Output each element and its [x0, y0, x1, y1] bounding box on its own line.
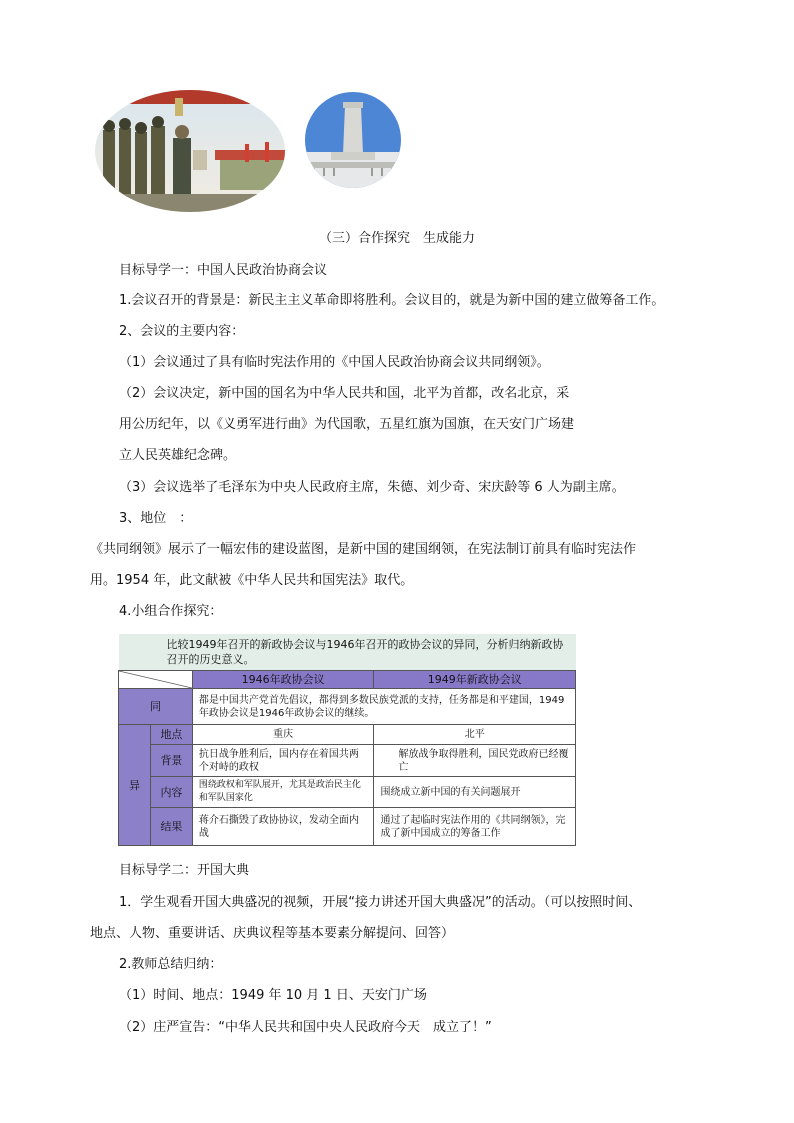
founding-ceremony-painting [95, 90, 285, 212]
table-cell-1949: 北平 [374, 725, 576, 745]
table-cell-1946: 围绕政权和军队展开，尤其是政治民主化和军队国家化 [192, 777, 374, 808]
table-row-label: 结果 [150, 808, 192, 846]
table-same-text: 都是中国共产党首先倡议，都得到多数民族党派的支持，任务都是和平建国，1949年政协会议是1946年政协会议的继续。 [192, 689, 575, 725]
paragraph-main-content: 2、会议的主要内容： [119, 324, 245, 339]
table-cell-1946: 蒋介石撕毁了政协协议，发动全面内战 [192, 808, 374, 846]
paragraph-content-2-line2: 用公历纪年，以《义勇军进行曲》为代国歌，五星红旗为国旗，在天安门广场建 [119, 417, 575, 432]
table-intro: 比较1949年召开的新政协会议与1946年召开的政协会议的异同，分析归纳新政协召开的历史意义。 [119, 634, 576, 671]
comparison-table [118, 634, 576, 846]
table-same-label: 同 [119, 689, 193, 725]
paragraph-content-1: （1）会议通过了具有临时宪法作用的《中国人民政治协商会议共同纲领》。 [119, 355, 550, 370]
table-cell-1946: 抗日战争胜利后，国内存在着国共两个对峙的政权 [192, 745, 374, 777]
monument-photo [305, 92, 401, 188]
paragraph-group-work: 4.小组合作探究： [119, 604, 223, 619]
paragraph-status-line2: 用。1954 年，此文献被《中华人民共和国宪法》取代。 [90, 573, 414, 588]
table-header-1949: 1949年新政协会议 [374, 671, 576, 689]
paragraph-status-heading: 3、地位 ： [119, 511, 193, 526]
paragraph-content-2-line1: （2）会议决定，新中国的国名为中华人民共和国，北平为首都，改名北京，采 [119, 386, 570, 401]
paragraph-content-2-line3: 立人民英雄纪念碑。 [119, 448, 237, 463]
paragraph-status-line1: 《共同纲领》展示了一幅宏伟的建设蓝图，是新中国的建国纲领，在宪法制订前具有临时宪法作 [90, 542, 637, 557]
table-row-label: 地点 [150, 725, 192, 745]
table-cell-1949: 围绕成立新中国的有关问题展开 [374, 777, 576, 808]
table-row-label: 内容 [150, 777, 192, 808]
paragraph-teacher-summary: 2.教师总结归纳： [119, 957, 223, 972]
table-cell-1949: 解放战争取得胜利，国民党政府已经覆亡 [374, 745, 576, 777]
table-cell-1949: 通过了起临时宪法作用的《共同纲领》，完成了新中国成立的筹备工作 [374, 808, 576, 846]
goal-heading-2: 目标导学二：开国大典 [119, 863, 250, 878]
table-cell-1946: 重庆 [192, 725, 374, 745]
section-title: （三）合作探究 生成能力 [318, 231, 475, 246]
paragraph-background: 1.会议召开的背景是：新民主主义革命即将胜利。会议目的，就是为新中国的建立做筹备工作。 [119, 293, 665, 308]
table-corner [119, 671, 193, 689]
paragraph-proclamation: （2）庄严宣告：“中华人民共和国中央人民政府今天 成立了！” [119, 1020, 492, 1035]
paragraph-video-line2: 地点、人物、重要讲话、庆典议程等基本要素分解提问、回答） [90, 926, 455, 941]
paragraph-content-3: （3）会议选举了毛泽东为中央人民政府主席，朱德、刘少奇、宋庆龄等 6 人为副主席。 [119, 480, 625, 495]
table-row-label: 背景 [150, 745, 192, 777]
paragraph-time-place: （1）时间、地点：1949 年 10 月 1 日、天安门广场 [119, 988, 427, 1003]
goal-heading-1: 目标导学一：中国人民政治协商会议 [119, 263, 328, 278]
table-header-1946: 1946年政协会议 [192, 671, 374, 689]
paragraph-video-line1: 1．学生观看开国大典盛况的视频，开展“接力讲述开国大典盛况”的活动。（可以按照时间、 [119, 895, 642, 910]
table-diff-label: 异 [119, 725, 151, 846]
